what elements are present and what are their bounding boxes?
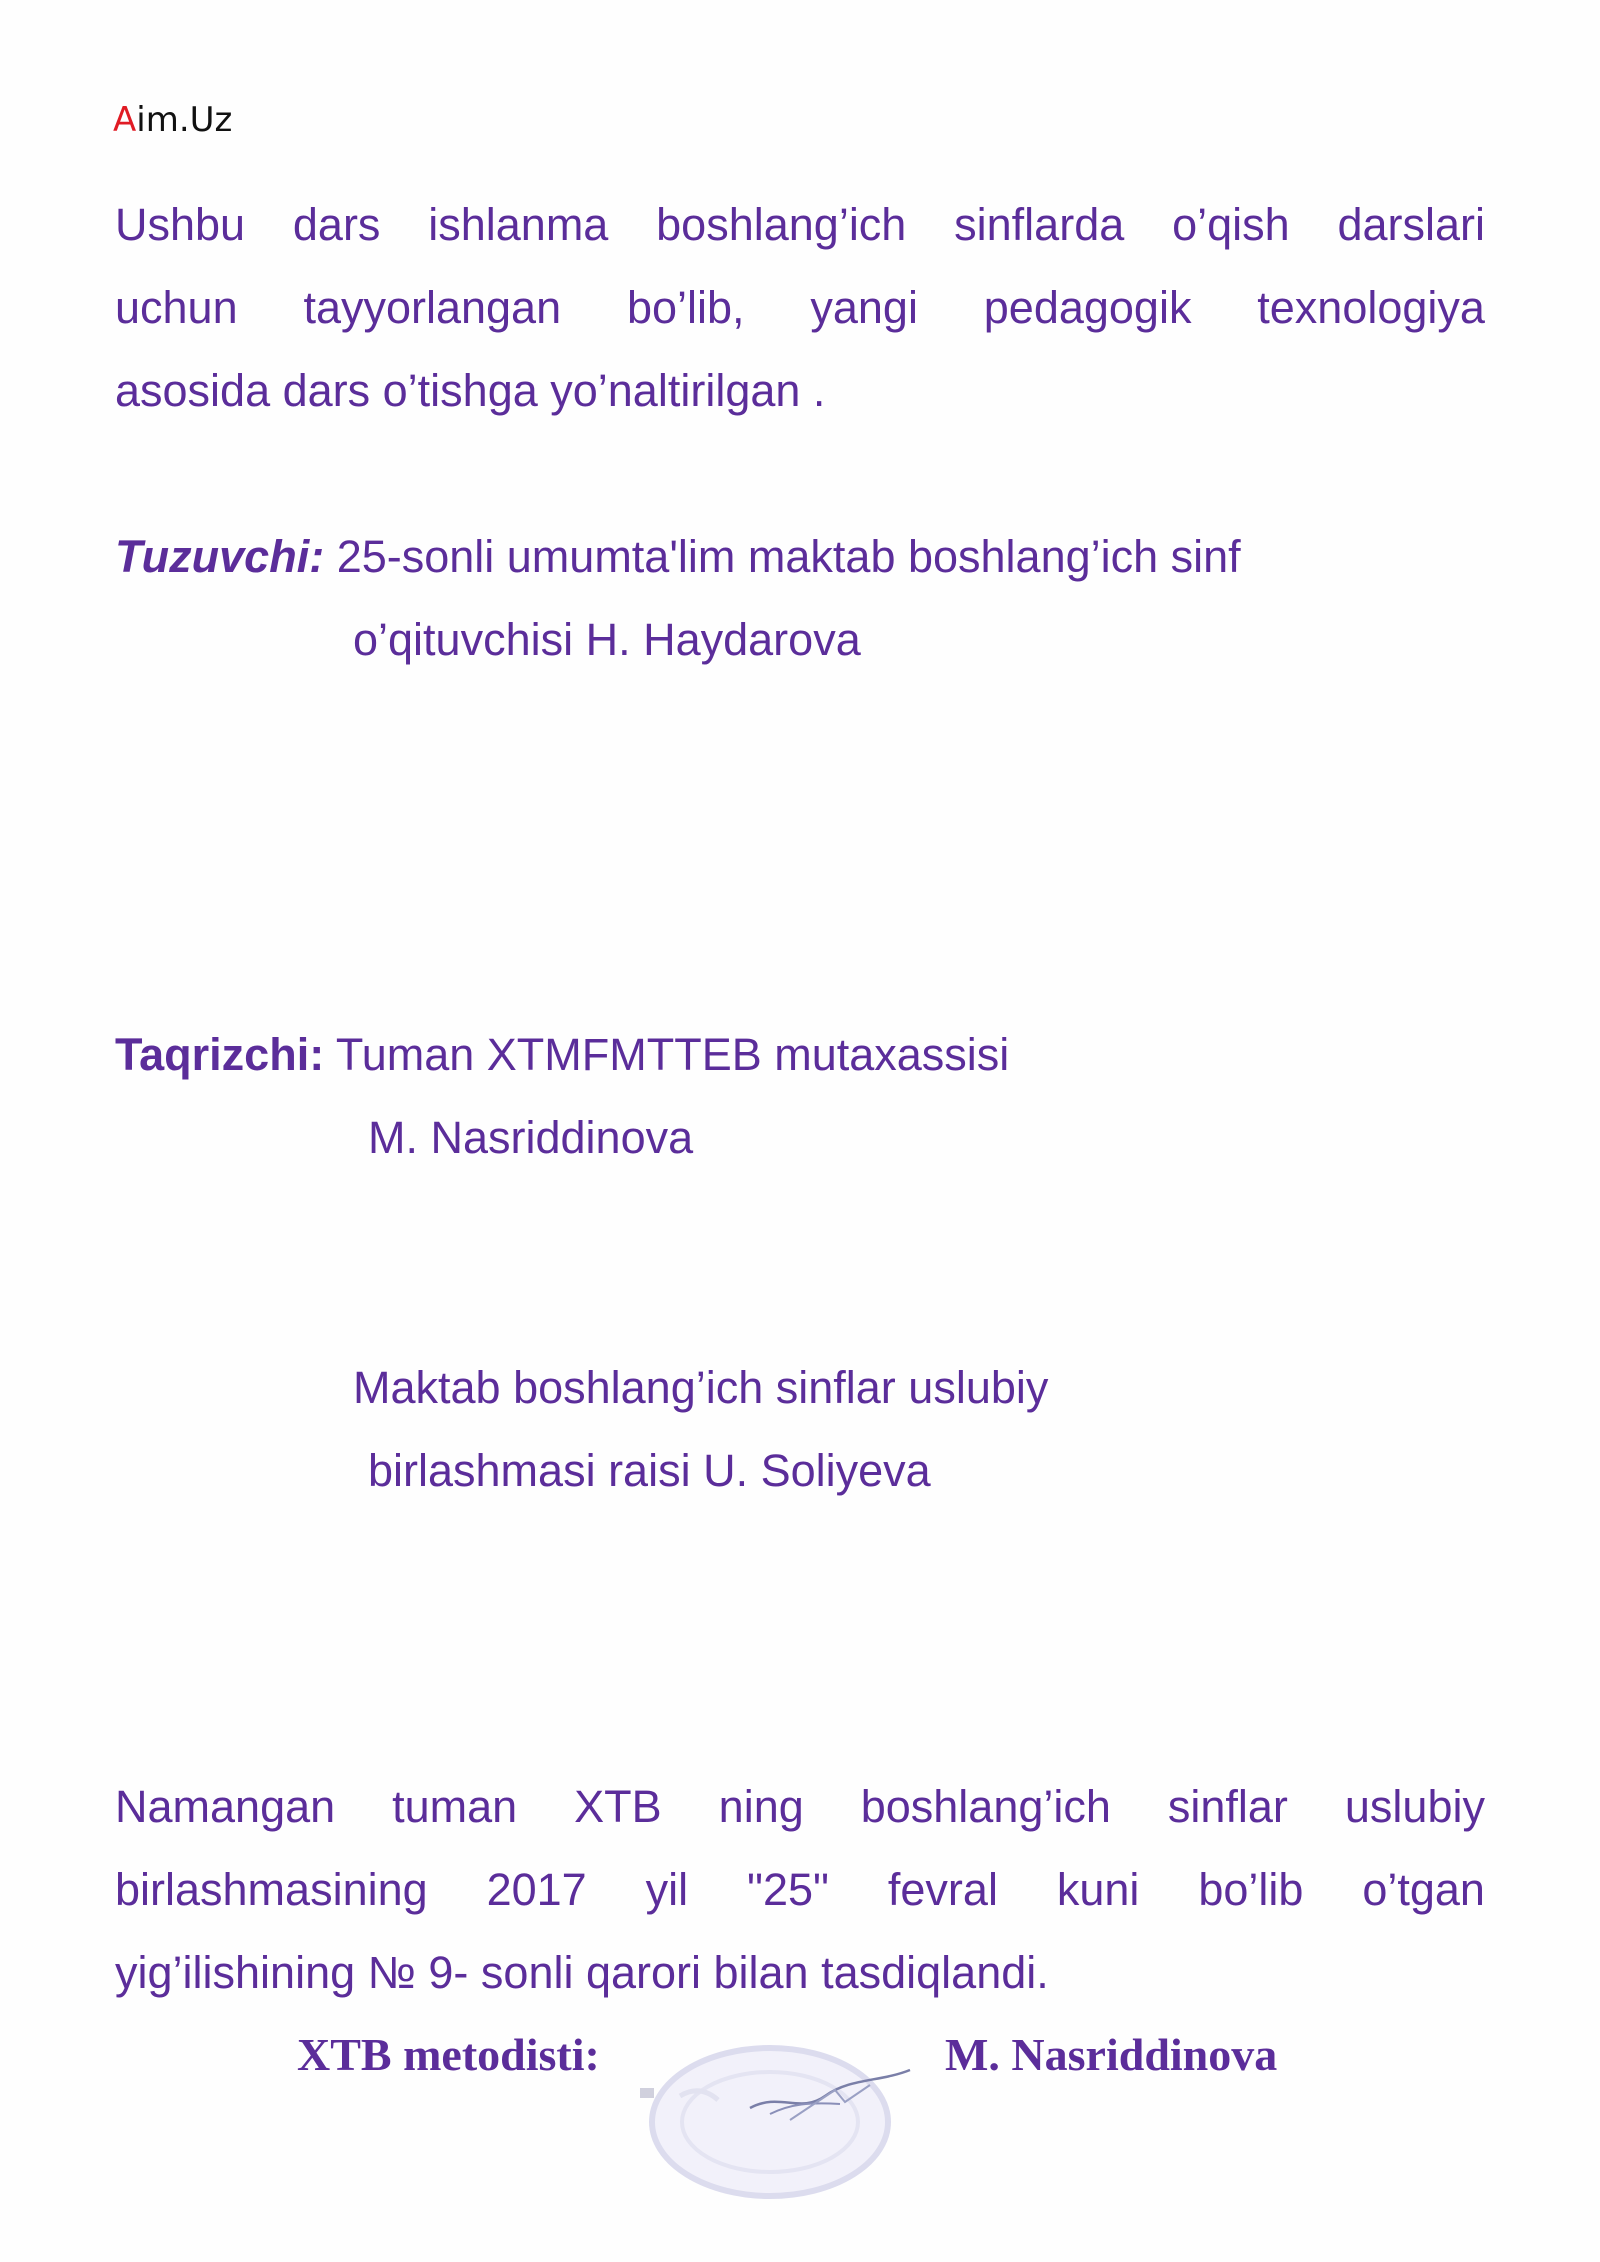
word: bo’lib,	[626, 282, 745, 333]
word: darslari	[1337, 199, 1485, 250]
word: Ushbu	[115, 199, 246, 250]
word: Namangan	[115, 1781, 336, 1832]
word: yil	[645, 1864, 689, 1915]
reviewer-line-2: M. Nasriddinova	[368, 1112, 694, 1163]
school-reviewer-line-2: birlashmasi raisi U. Soliyeva	[368, 1445, 931, 1496]
word: texnologiya	[1257, 282, 1485, 333]
word: o’qish	[1172, 199, 1290, 250]
intro-line-3: asosida dars o’tishga yo’naltirilgan .	[115, 365, 826, 416]
word: 2017	[486, 1864, 587, 1915]
word: pedagogik	[983, 282, 1192, 333]
word: birlashmasining	[115, 1864, 428, 1915]
stamp-signature-image	[640, 2030, 940, 2205]
reviewer-row	[115, 1013, 1009, 1096]
signature-name: M. Nasriddinova	[945, 2029, 1278, 2080]
approval-line-2	[115, 1848, 1485, 1931]
word: fevral	[887, 1864, 998, 1915]
word: tuman	[392, 1781, 518, 1832]
approval-line-3: yig’ilishining № 9- sonli qarori bilan tasdiqlandi.	[115, 1947, 1049, 1998]
word: tayyorlangan	[303, 282, 562, 333]
word: sinflarda	[954, 199, 1125, 250]
reviewer-label: Taqrizchi:	[115, 1029, 325, 1080]
reviewer-line-1: Tuman XTMFMTTEB mutaxassisi	[324, 1029, 1010, 1080]
approval-line-1	[115, 1765, 1485, 1848]
logo-accent-letter: A	[113, 100, 137, 140]
word: dars	[292, 199, 381, 250]
intro-line-2	[115, 266, 1485, 349]
approval-paragraph	[115, 1765, 1485, 2014]
word: yangi	[810, 282, 918, 333]
word: uslubiy	[1344, 1781, 1485, 1832]
author-line-1: 25-sonli umumta'lim maktab boshlang’ich sinf	[324, 531, 1241, 582]
school-reviewer-line-1: Maktab boshlang’ich sinflar uslubiy	[353, 1362, 1049, 1413]
author-line-2: o’qituvchisi H. Haydarova	[353, 614, 861, 665]
word: ning	[718, 1781, 804, 1832]
site-logo	[113, 100, 232, 140]
word: kuni	[1056, 1864, 1140, 1915]
author-row	[115, 515, 1241, 598]
word: uchun	[115, 282, 238, 333]
word: boshlang’ich	[656, 199, 907, 250]
word: bo’lib	[1198, 1864, 1304, 1915]
word: o’tgan	[1362, 1864, 1485, 1915]
word: ishlanma	[428, 199, 609, 250]
word: boshlang’ich	[860, 1781, 1111, 1832]
word: "25"	[746, 1864, 829, 1915]
intro-paragraph	[115, 183, 1485, 432]
logo-text: im.Uz	[136, 100, 233, 140]
signature-label: XTB metodisti:	[297, 2029, 600, 2080]
word: sinflar	[1167, 1781, 1288, 1832]
intro-line-1	[115, 183, 1485, 266]
word: XTB	[574, 1781, 662, 1832]
author-label: Tuzuvchi:	[115, 531, 325, 582]
